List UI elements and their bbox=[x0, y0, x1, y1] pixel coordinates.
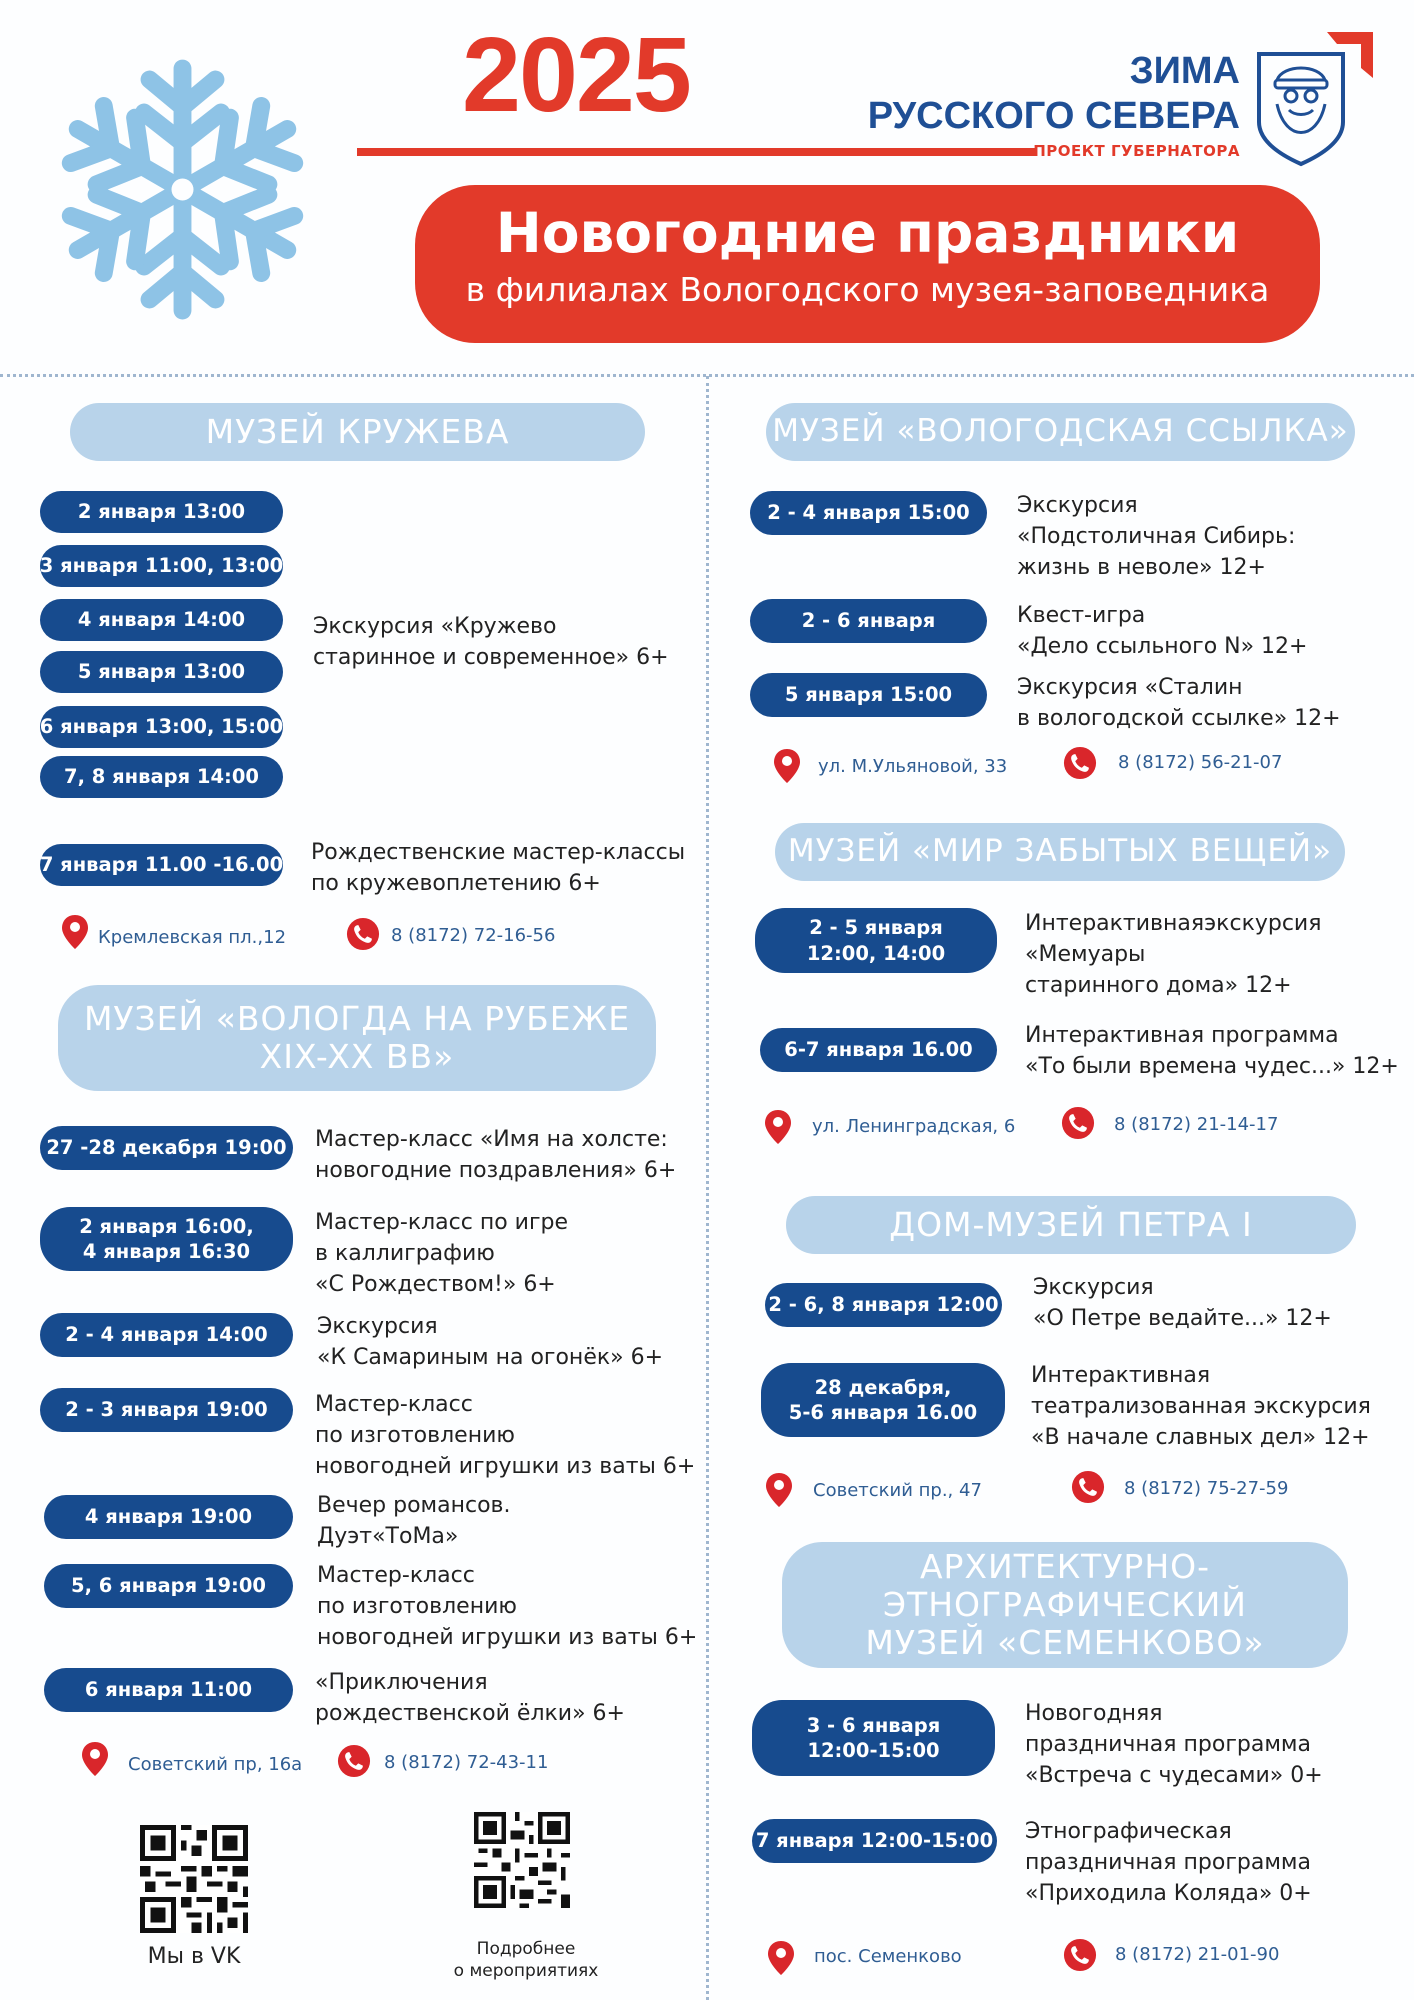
event-line: по изготовлению bbox=[317, 1594, 517, 1619]
qr-label-line: Подробнее bbox=[476, 1939, 576, 1959]
event-line: Мастер-класс по игре bbox=[315, 1210, 569, 1235]
address: пос. Семенково bbox=[814, 1946, 962, 1967]
date-pill: 6 января 13:00, 15:00 bbox=[40, 706, 283, 748]
event-line: Интерактивная bbox=[1031, 1363, 1211, 1388]
date-line: 2 - 5 января bbox=[809, 916, 943, 940]
event-description bbox=[1025, 1816, 1312, 1909]
event-line: «Приходила Коляда» 0+ bbox=[1025, 1881, 1312, 1906]
event-line: «Встреча с чудесами» 0+ bbox=[1025, 1763, 1323, 1788]
event-description bbox=[315, 1207, 568, 1300]
event-line: Вечер романсов. bbox=[317, 1493, 511, 1518]
event-description bbox=[1017, 490, 1295, 583]
event-line: Интерактивная программа bbox=[1025, 1023, 1339, 1048]
event-line: старинного дома» 12+ bbox=[1025, 973, 1292, 998]
event-description bbox=[315, 1667, 625, 1729]
event-line: «Приключения bbox=[315, 1670, 488, 1695]
section-header-lace: МУЗЕЙ КРУЖЕВА bbox=[70, 403, 645, 461]
date-pill: 7, 8 января 14:00 bbox=[40, 756, 283, 798]
events-qr-code[interactable] bbox=[474, 1812, 570, 1908]
event-line: Экскурсия «Кружево bbox=[313, 614, 557, 639]
event-line: Рождественские мастер-классы bbox=[311, 840, 686, 865]
event-line: «В начале славных дел» 12+ bbox=[1031, 1425, 1370, 1450]
event-line: жизнь в неволе» 12+ bbox=[1017, 555, 1266, 580]
location-pin-icon bbox=[763, 1109, 793, 1145]
event-description bbox=[1033, 1272, 1332, 1334]
location-pin-icon bbox=[772, 748, 802, 784]
vertical-dotted-divider bbox=[706, 376, 709, 2000]
divider-line bbox=[357, 148, 1035, 156]
event-line: новогодние поздравления» 6+ bbox=[315, 1158, 677, 1183]
date-pill bbox=[40, 1207, 293, 1271]
phone-icon bbox=[1063, 746, 1097, 780]
section-title-line: МУЗЕЙ «ВОЛОГДА НА РУБЕЖЕ bbox=[83, 999, 631, 1039]
date-pill: 2 января 13:00 bbox=[40, 491, 283, 533]
qr-label-events bbox=[436, 1938, 616, 1982]
event-line: новогодней игрушки из ваты 6+ bbox=[315, 1454, 696, 1479]
event-line: Дуэт«ТоМа» bbox=[317, 1524, 459, 1549]
section-header-semenkovo bbox=[782, 1542, 1348, 1668]
event-line: рождественской ёлки» 6+ bbox=[315, 1701, 625, 1726]
title-banner bbox=[415, 185, 1320, 343]
event-line: по кружевоплетению 6+ bbox=[311, 871, 601, 896]
date-line: 5-6 января 16.00 bbox=[788, 1401, 978, 1424]
qr-label-line: о мероприятиях bbox=[453, 1961, 599, 1981]
date-line: 3 - 6 января bbox=[806, 1713, 941, 1737]
event-description bbox=[1031, 1360, 1371, 1453]
event-line: праздничная программа bbox=[1025, 1732, 1311, 1757]
event-line: «То были времена чудес...» 12+ bbox=[1025, 1054, 1399, 1079]
phone-icon bbox=[337, 1744, 371, 1778]
brand-line-2: РУССКОГО СЕВЕРА bbox=[867, 95, 1240, 137]
section-title-line: МУЗЕЙ «СЕМЕНКОВО» bbox=[865, 1622, 1265, 1662]
brand-line-3: ПРОЕКТ ГУБЕРНАТОРА bbox=[1033, 142, 1240, 160]
date-pill: 7 января 11.00 -16.00 bbox=[40, 844, 283, 886]
event-line: новогодней игрушки из ваты 6+ bbox=[317, 1625, 698, 1650]
event-line: Мастер-класс bbox=[317, 1563, 475, 1588]
event-line: Экскурсия «Сталин bbox=[1017, 675, 1243, 700]
date-line: 28 декабря, bbox=[814, 1375, 952, 1399]
date-pill: 5 января 13:00 bbox=[40, 651, 283, 693]
date-pill: 2 - 6, 8 января 12:00 bbox=[765, 1283, 1002, 1327]
date-pill: 5 января 15:00 bbox=[750, 673, 987, 717]
location-pin-icon bbox=[80, 1741, 110, 1777]
phone-number: 8 (8172) 21-01-90 bbox=[1115, 1944, 1280, 1965]
phone-number: 8 (8172) 21-14-17 bbox=[1114, 1114, 1279, 1135]
section-header-vologda bbox=[58, 985, 656, 1091]
date-line: 12:00, 14:00 bbox=[806, 941, 946, 965]
date-line: 2 января 16:00, bbox=[79, 1214, 254, 1238]
event-description bbox=[1025, 1020, 1399, 1082]
event-line: старинное и современное» 6+ bbox=[313, 645, 669, 670]
event-line: «Дело ссыльного N» 12+ bbox=[1017, 634, 1308, 659]
section-header-exile: МУЗЕЙ «ВОЛОГОДСКАЯ ССЫЛКА» bbox=[766, 403, 1355, 461]
event-line: театрализованная экскурсия bbox=[1031, 1394, 1371, 1419]
section-title-line: АРХИТЕКТУРНО- bbox=[919, 1547, 1211, 1587]
event-description bbox=[313, 611, 669, 673]
event-line: «К Самариным на огонёк» 6+ bbox=[317, 1345, 664, 1370]
event-line: «Мемуары bbox=[1025, 942, 1146, 967]
event-line: «О Петре ведайте...» 12+ bbox=[1033, 1306, 1332, 1331]
date-pill: 4 января 19:00 bbox=[44, 1495, 293, 1539]
address: ул. Ленинградская, 6 bbox=[812, 1116, 1016, 1137]
event-description bbox=[1025, 908, 1321, 1001]
date-pill: 2 - 3 января 19:00 bbox=[40, 1388, 293, 1432]
event-line: «Подстоличная Сибирь: bbox=[1017, 524, 1296, 549]
address: Советский пр, 16а bbox=[128, 1754, 303, 1775]
event-description bbox=[1017, 600, 1307, 662]
event-description bbox=[317, 1560, 697, 1653]
phone-icon bbox=[1063, 1938, 1097, 1972]
event-description bbox=[311, 837, 685, 899]
event-line: Экскурсия bbox=[1033, 1275, 1154, 1300]
event-line: «С Рождеством!» 6+ bbox=[315, 1272, 556, 1297]
phone-number: 8 (8172) 72-16-56 bbox=[391, 925, 556, 946]
date-pill bbox=[761, 1363, 1005, 1437]
banner-title: Новогодние праздники bbox=[495, 201, 1240, 265]
phone-icon bbox=[1071, 1470, 1105, 1504]
event-line: Мастер-класс bbox=[315, 1392, 473, 1417]
qr-label-vk: Мы в VK bbox=[147, 1944, 241, 1969]
snowflake-icon bbox=[45, 52, 320, 327]
date-pill: 2 - 4 января 15:00 bbox=[750, 491, 987, 535]
event-line: в вологодской ссылке» 12+ bbox=[1017, 706, 1341, 731]
event-line: Экскурсия bbox=[1017, 493, 1138, 518]
location-pin-icon bbox=[60, 914, 90, 950]
event-line: в каллиграфию bbox=[315, 1241, 495, 1266]
location-pin-icon bbox=[766, 1940, 796, 1976]
phone-number: 8 (8172) 56-21-07 bbox=[1118, 752, 1283, 773]
date-pill: 2 - 6 января bbox=[750, 599, 987, 643]
section-title-line: ЭТНОГРАФИЧЕСКИЙ bbox=[883, 1585, 1247, 1625]
brand-line-1: ЗИМА bbox=[1129, 50, 1240, 92]
phone-icon bbox=[346, 917, 380, 951]
section-header-forgotten: МУЗЕЙ «МИР ЗАБЫТЫХ ВЕЩЕЙ» bbox=[775, 823, 1345, 881]
event-line: Мастер-класс «Имя на холсте: bbox=[315, 1127, 668, 1152]
event-description bbox=[317, 1490, 511, 1552]
date-pill: 4 января 14:00 bbox=[40, 599, 283, 641]
vk-qr-code[interactable] bbox=[140, 1825, 248, 1933]
section-header-peter: ДОМ-МУЗЕЙ ПЕТРА I bbox=[786, 1196, 1356, 1254]
address: Советский пр., 47 bbox=[813, 1480, 982, 1501]
date-pill: 6-7 января 16.00 bbox=[760, 1028, 997, 1072]
date-line: 12:00-15:00 bbox=[807, 1739, 940, 1762]
event-description bbox=[317, 1311, 663, 1373]
date-line: 4 января 16:30 bbox=[82, 1240, 251, 1263]
ded-moroz-logo-icon bbox=[1255, 30, 1375, 170]
address: ул. М.Ульяновой, 33 bbox=[818, 756, 1008, 777]
banner-subtitle: в филиалах Вологодского музея-заповедника bbox=[465, 269, 1270, 309]
event-description bbox=[1017, 672, 1341, 734]
event-description bbox=[315, 1124, 676, 1186]
phone-number: 8 (8172) 72-43-11 bbox=[384, 1752, 549, 1773]
event-line: Этнографическая bbox=[1025, 1819, 1232, 1844]
year-title: 2025 bbox=[462, 16, 690, 134]
event-line: Квест-игра bbox=[1017, 603, 1146, 628]
date-pill: 2 - 4 января 14:00 bbox=[40, 1313, 293, 1357]
date-pill bbox=[755, 908, 997, 973]
date-pill: 7 января 12:00-15:00 bbox=[752, 1819, 997, 1863]
section-title-line: XIX-XX ВВ» bbox=[259, 1037, 455, 1076]
location-pin-icon bbox=[764, 1472, 794, 1508]
event-line: праздничная программа bbox=[1025, 1850, 1311, 1875]
event-line: Новогодняя bbox=[1025, 1701, 1163, 1726]
date-pill: 27 -28 декабря 19:00 bbox=[40, 1126, 293, 1170]
address: Кремлевская пл.,12 bbox=[98, 927, 287, 948]
date-pill: 5, 6 января 19:00 bbox=[44, 1564, 293, 1608]
event-line: Интерактивнаяэкскурсия bbox=[1025, 911, 1322, 936]
event-line: Экскурсия bbox=[317, 1314, 438, 1339]
phone-number: 8 (8172) 75-27-59 bbox=[1124, 1478, 1289, 1499]
phone-icon bbox=[1061, 1106, 1095, 1140]
date-pill bbox=[752, 1700, 995, 1776]
event-line: по изготовлению bbox=[315, 1423, 515, 1448]
event-description bbox=[1025, 1698, 1323, 1791]
date-pill: 6 января 11:00 bbox=[44, 1668, 293, 1712]
event-description bbox=[315, 1389, 695, 1482]
date-pill: 3 января 11:00, 13:00 bbox=[40, 545, 283, 587]
